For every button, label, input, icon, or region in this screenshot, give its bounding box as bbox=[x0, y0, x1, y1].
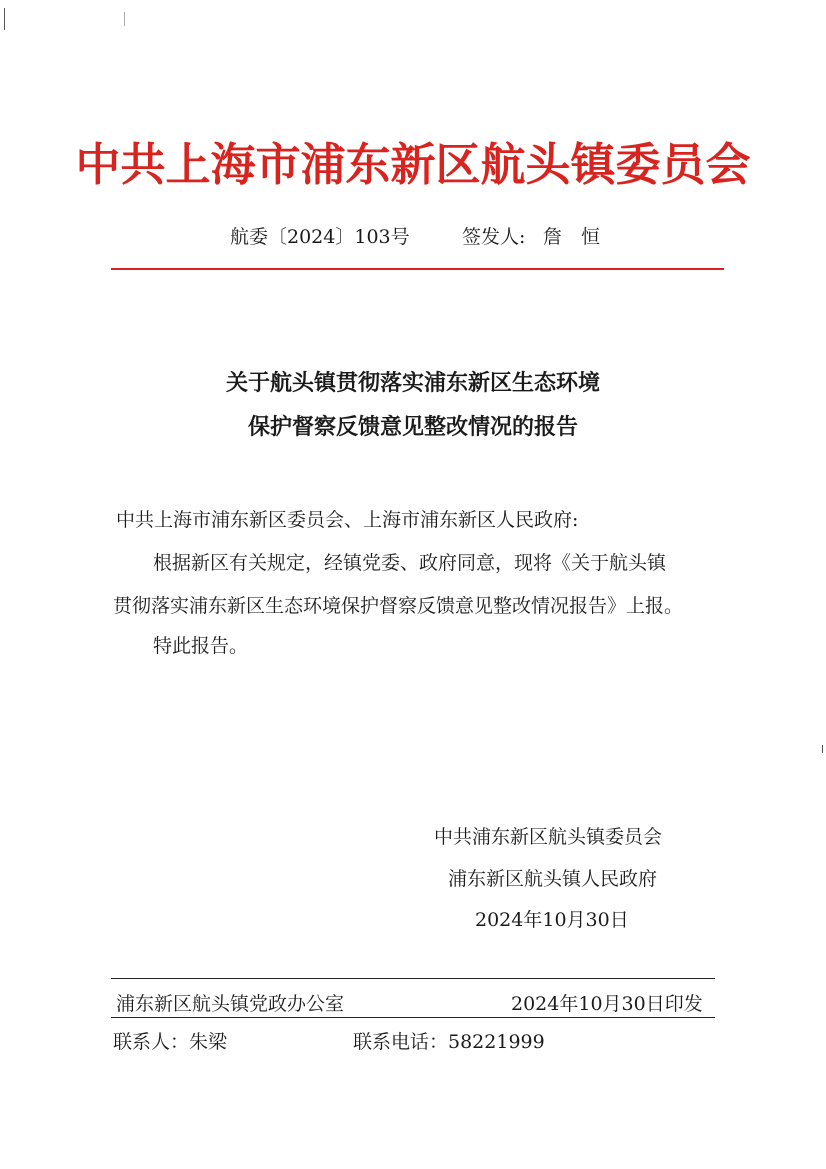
closing-text: 特此报告。 bbox=[153, 635, 249, 657]
footer-middle-rule bbox=[111, 1017, 715, 1018]
body-paragraph-line1: 根据新区有关规定，经镇党委、政府同意，现将《关于航头镇 bbox=[153, 552, 667, 574]
document-title-line1: 关于航头镇贯彻落实浦东新区生态环境 bbox=[225, 371, 600, 396]
document-title-line2: 保护督察反馈意见整改情况的报告 bbox=[247, 415, 578, 440]
footer-issue-date: 2024年10月30日印发 bbox=[511, 993, 703, 1015]
footer-phone: 联系电话：58221999 bbox=[353, 1031, 545, 1053]
document-number: 航委〔2024〕103号 bbox=[230, 226, 410, 248]
footer-issuer: 浦东新区航头镇党政办公室 bbox=[116, 993, 345, 1015]
signer-label: 签发人: bbox=[462, 226, 526, 248]
scan-mark-left bbox=[4, 8, 5, 30]
document-header-org: 中共上海市浦东新区航头镇委员会 bbox=[75, 138, 751, 191]
signature-org1: 中共浦东新区航头镇委员会 bbox=[434, 826, 663, 848]
footer-contact: 联系人：朱梁 bbox=[113, 1031, 228, 1053]
body-paragraph-line2: 贯彻落实浦东新区生态环境保护督察反馈意见整改情况报告》上报。 bbox=[113, 595, 684, 617]
footer-top-rule bbox=[111, 978, 715, 979]
header-red-rule bbox=[111, 268, 724, 270]
scan-mark-top bbox=[124, 12, 125, 26]
addressee: 中共上海市浦东新区委员会、上海市浦东新区人民政府: bbox=[116, 509, 579, 531]
signature-org2: 浦东新区航头镇人民政府 bbox=[448, 868, 658, 890]
signature-date: 2024年10月30日 bbox=[475, 909, 629, 931]
signer-name: 詹 恒 bbox=[543, 226, 601, 248]
scan-mark-right bbox=[822, 745, 823, 753]
